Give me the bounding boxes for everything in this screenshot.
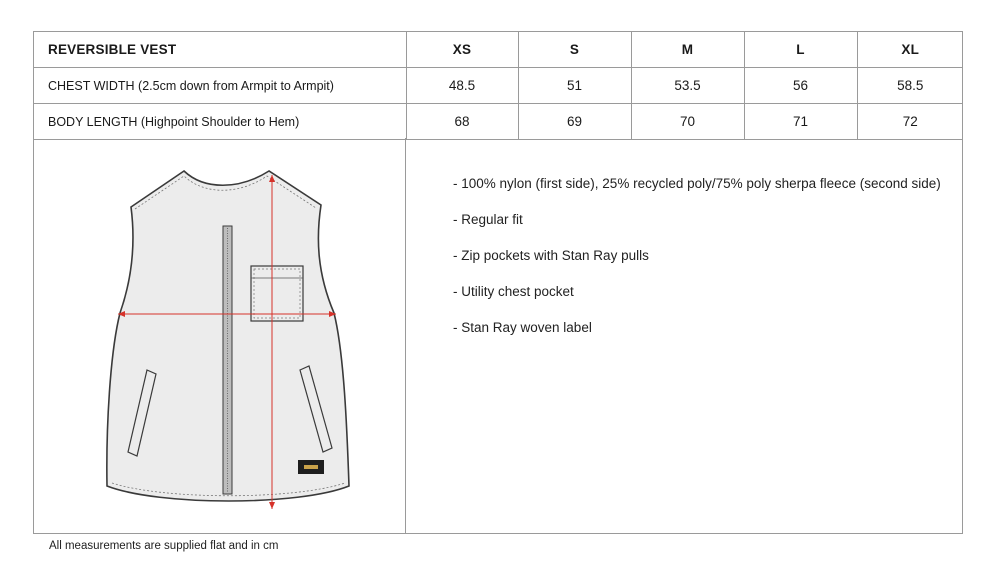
list-item: - Regular fit: [453, 212, 523, 227]
table-cell: 69: [518, 104, 631, 140]
list-item: - Zip pockets with Stan Ray pulls: [453, 248, 649, 263]
table-cell: 53.5: [631, 68, 744, 104]
list-item: - 100% nylon (first side), 25% recycled poly/75% poly sherpa fleece (second side): [453, 176, 941, 191]
size-header-xs: XS: [406, 32, 518, 68]
table-cell: 70: [631, 104, 744, 140]
table-header-row: [34, 32, 963, 68]
table-cell: 72: [857, 104, 963, 140]
table-row-body-length: [34, 104, 963, 140]
feature-list: [453, 175, 941, 355]
chest-pocket: [251, 266, 303, 321]
row-label: CHEST WIDTH (2.5cm down from Armpit to Armpit): [34, 68, 406, 104]
table-cell: 71: [744, 104, 857, 140]
size-header-xl: XL: [857, 32, 963, 68]
size-table: [34, 32, 963, 140]
row-label: BODY LENGTH (Highpoint Shoulder to Hem): [34, 104, 406, 140]
size-header-l: L: [744, 32, 857, 68]
list-item: - Stan Ray woven label: [453, 320, 592, 335]
size-chart: [33, 31, 963, 534]
measurement-footnote: All measurements are supplied flat and in cm: [49, 540, 279, 552]
product-title: REVERSIBLE VEST: [34, 32, 406, 68]
table-cell: 68: [406, 104, 518, 140]
table-cell: 51: [518, 68, 631, 104]
illustration-cell: [34, 138, 406, 534]
size-header-s: S: [518, 32, 631, 68]
table-row-chest-width: [34, 68, 963, 104]
table-cell: 56: [744, 68, 857, 104]
details-section: [34, 138, 962, 534]
size-header-m: M: [631, 32, 744, 68]
table-cell: 58.5: [857, 68, 963, 104]
list-item: - Utility chest pocket: [453, 284, 574, 299]
table-cell: 48.5: [406, 68, 518, 104]
vest-illustration: [34, 138, 405, 534]
